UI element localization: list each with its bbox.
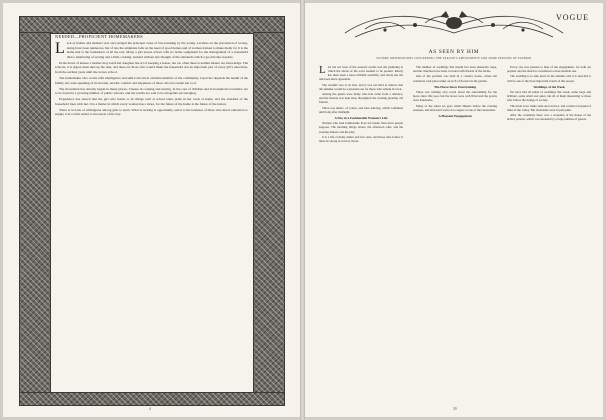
first-paragraph-text: ack of homes and mothers was once judged the principal cause of law-breaking by the young. Lectures on the prevention of wrong-doing have been numerous, but of late the emphasis falls on the need of good homes and of women trained to make them; for it is the home that is the foundation of all the rest. Many a girl leaves school with no better equipment for the management of a household than a smattering of sewing and a little cooking, learned without any thought of the standards which a good home requires. xyxy=(66,41,248,59)
ornamental-border-right xyxy=(253,32,285,394)
paragraph: One of the prettiest was held in a country house, where the ceremony took place under an arch of flowers in the garden. xyxy=(413,74,497,83)
column-2 xyxy=(413,65,497,401)
paragraph: The number of weddings this month has been unusually large, and the churches have been crowded with friends of the brides. xyxy=(413,65,497,74)
article-title: AS SEEN BY HIM xyxy=(428,49,480,55)
right-page xyxy=(305,3,603,417)
vogue-logo: VOGUE xyxy=(556,13,589,22)
text-columns xyxy=(319,65,591,401)
paragraph: There is no lack of willingness among girls to learn. What is lacking is opportunity, and it is the business of those who direct education to supply it in a form suited to the needs of the day. xyxy=(55,107,248,117)
paragraph: The homemaker who works with intelligence and skill is the most valuable member of the community. Upon her depends the health of the family, the wise spending of its income, and the comfort and happiness of those who live under her roof. xyxy=(55,75,248,85)
article-body xyxy=(55,41,248,391)
paragraph: The bride wore white satin and old lace, and carried a bouquet of lilies of the valley. Her attendants were in pale pink. xyxy=(507,103,591,112)
paragraph: In the hours of leisure a mother may teach her daughter the art of keeping a house, but too often there is neither leisure nor knowledge. The schools, it is urged, must take up the task, and there are those who would make the household arts an important part of every girl's education, from the earliest years until she leaves school. xyxy=(55,60,248,74)
first-paragraph xyxy=(55,41,248,59)
paragraph: We have had all kinds of weddings this week, some large and brilliant, some small and quiet, but all of them interesting to those who follow the doings of society. xyxy=(507,90,591,103)
opening-paragraph xyxy=(319,65,403,81)
paragraph: After the ceremony there was a reception at the house of the bride's parents, which was attended by a large number of guests. xyxy=(507,113,591,122)
column-1 xyxy=(319,65,403,401)
article-heading: NEEDED—PROFICIENT HOMEMAKERS xyxy=(55,34,143,39)
drop-cap: L xyxy=(55,41,65,57)
paragraph: Every one was pleased to hear of the engagement, for both are popular and the match is considered a most suitable one. xyxy=(507,65,591,74)
paragraph: The weather was at its best, and it was not hard to believe that the summer would be a pleasant one for those who remain in town. xyxy=(319,82,403,91)
page-number: 39 xyxy=(453,407,457,411)
section-heading: A Pleasant Engagement xyxy=(438,113,472,118)
section-heading: The Horse Show Entertaining xyxy=(433,84,477,89)
page-number: 4 xyxy=(149,407,151,411)
section-heading: Weddings of the Week xyxy=(533,84,565,89)
paragraph: The wedding is to take place in the autumn, and it is said that it will be one of the most important events of the season. xyxy=(507,74,591,83)
opening-text: ast but not least of the season's events was the gathering at which the whole of the town seemed to be present. Rarely has there been a more brilliant assembly, and rarely has the talk been more agreeable. xyxy=(319,65,403,82)
paragraph: It is a life of many duties and few rests, and those who follow it must be strong as well as clever. xyxy=(319,134,403,143)
ornamental-scroll-illustration xyxy=(305,3,603,49)
paragraph: Many of the smart set gave small dinners before the evening sessions, and afterward went on to supper at one of the restaurants. xyxy=(413,103,497,112)
paragraph: Women who lead fashionable lives are busier than most people suppose. The morning brings letters, the afternoon calls, and the evening dinners and the play. xyxy=(319,121,403,134)
paragraph: The movement has already begun in many places. Classes in cooking and sewing, in the care of children and in household economics are to be found in a growing number of public schools, and the results are said to be altogether encouraging. xyxy=(55,86,248,96)
article-subtitle: SUNDRY OBSERVATIONS CONCERNING THE SEASON'S AMUSEMENTS AND SOME PERSONS OF FASHION xyxy=(376,57,532,60)
paragraph: There was nothing very novel about the entertaining for the horse show this year, but the boxes were well filled and the gowns were handsome. xyxy=(413,90,497,103)
drop-cap: L xyxy=(319,65,326,76)
left-page xyxy=(3,3,300,417)
section-heading: A Day in a Fashionable Woman's Life xyxy=(334,115,388,120)
paragraph: Among the guests were many who had come from a distance, and the hostess was kept busy throughout the evening greeting old friends. xyxy=(319,92,403,105)
ornamental-border-left xyxy=(19,32,51,394)
ornamental-border-top xyxy=(19,16,285,34)
paragraph: Experience has shown that the girl who learns to do things well at school takes pride in her work at home, and the standard of the household rises with her. It is a matter in which every woman has a share, for the future of the home is the future of the nation. xyxy=(55,97,248,106)
paragraph: There was music, of course, and later dancing, which continued until long after midnight. xyxy=(319,105,403,114)
ornamental-border-bottom xyxy=(19,392,285,406)
column-3 xyxy=(507,65,591,401)
